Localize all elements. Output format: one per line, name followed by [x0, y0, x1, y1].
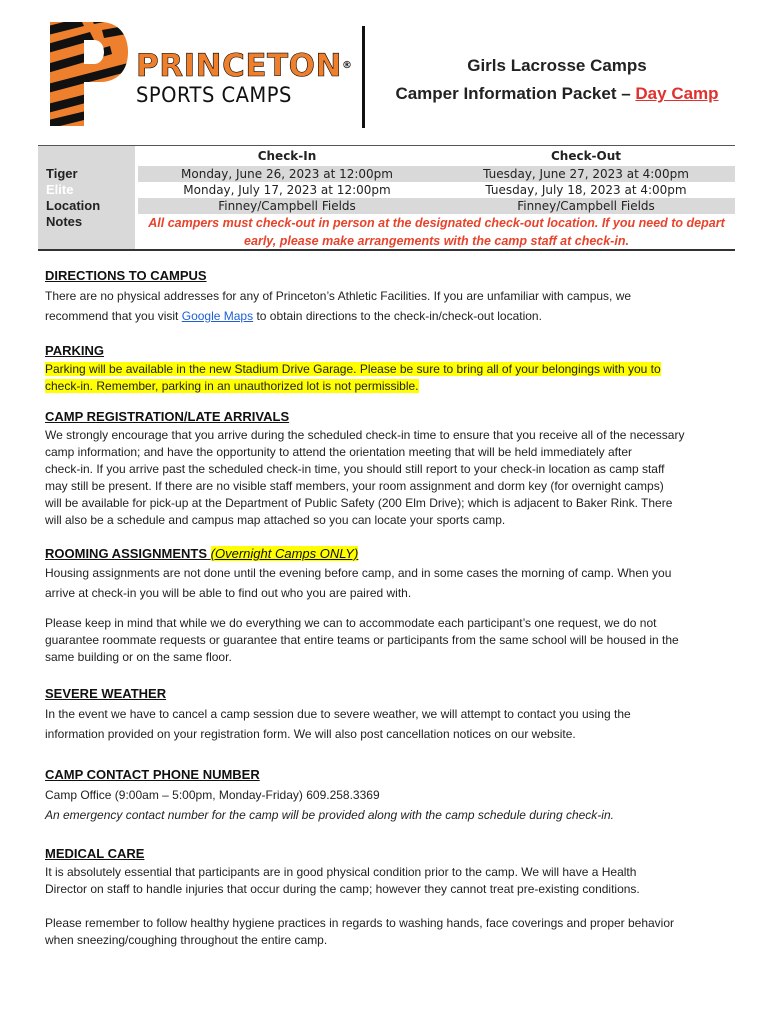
parking-text: Parking will be available in the new Stadium Drive Garage. Please be sure to bring all of your belongings with you to check-in. Remember, parking in an unauthorized lot is not permissible. [45, 362, 661, 393]
brand-subtitle: SPORTS CAMPS [136, 83, 292, 107]
section-weather [45, 686, 735, 744]
document-subtitle: Camper Information Packet – Day Camp [395, 84, 719, 103]
section-directions [45, 268, 735, 326]
document-header [0, 0, 770, 140]
document-title-block [372, 52, 742, 108]
tiger-checkin: Monday, June 26, 2023 at 12:00pm [181, 167, 393, 181]
medical-heading: MEDICAL CARE [45, 846, 145, 861]
weather-text: In the event we have to cancel a camp session due to severe weather, we will attempt to contact you using the information provided on your registration form. We will also post cancellation notices on our website. [45, 707, 631, 741]
brand-wordmark [136, 50, 352, 106]
label-tiger: Tiger [46, 166, 78, 181]
checkin-location: Finney/Campbell Fields [218, 199, 356, 213]
emergency-contact-note: An emergency contact number for the camp will be provided along with the camp schedule during check-in. [45, 808, 614, 822]
rooming-heading: ROOMING ASSIGNMENTS (Overnight Camps ONLY) [45, 546, 359, 561]
checkin-checkout-table [38, 145, 735, 251]
weather-heading: SEVERE WEATHER [45, 686, 167, 701]
princeton-tiger-p-logo-icon [50, 22, 128, 126]
directions-heading: DIRECTIONS TO CAMPUS [45, 268, 207, 283]
medical-text-1: It is absolutely essential that participants are in good physical condition prior to the camp. We will have a Health Director on staff to handle injuries that occur during the camp; however they cannot treat pre-existing conditions. [45, 865, 640, 896]
overnight-only-note: (Overnight Camps ONLY) [210, 546, 359, 561]
day-camp-label: Day Camp [635, 84, 719, 103]
document-title: Girls Lacrosse Camps [467, 56, 647, 75]
parking-heading: PARKING [45, 343, 104, 358]
label-notes: Notes [46, 214, 83, 229]
camp-office-phone: Camp Office (9:00am – 5:00pm, Monday-Friday) 609.258.3369 [45, 788, 380, 802]
section-parking [45, 343, 735, 395]
label-location: Location [46, 198, 101, 213]
table-row-location [138, 198, 735, 214]
contact-heading: CAMP CONTACT PHONE NUMBER [45, 767, 260, 782]
checkout-location: Finney/Campbell Fields [517, 199, 655, 213]
rooming-text-1: Housing assignments are not done until the evening before camp, and in some cases the morning of camp. When you arrive at check-in you will be able to find out who you are paired with. [45, 566, 672, 600]
brand-name: PRINCETON® [136, 48, 353, 84]
rooming-text-2: Please keep in mind that while we do everything we can to accommodate each participant’s one request, we do not guarantee roommate requests or guarantee that entire teams or participants from the same school will be housed in the same building or on the same floor. [45, 616, 679, 664]
checkout-notes: All campers must check-out in person at the designated check-out location. If you need to depart early, please make arrangements with the camp staff at check-in. [148, 216, 725, 248]
directions-text: There are no physical addresses for any of Princeton’s Athletic Facilities. If you are unfamiliar with campus, we recommend that you visit Google Maps to obtain directions to the check-in/check-out location. [45, 289, 632, 323]
registered-mark: ® [341, 60, 353, 71]
registration-text: We strongly encourage that you arrive during the scheduled check-in time to ensure that you receive all of the necessary camp information; and have the opportunity to attend the orientation meeting that will be held immediately after check-in. If you arrive past the scheduled check-in time, you should still report to your check-in location as camp staff may still be present. If there are no visible staff members, your room assignment and dorm key (for overnight camps) will be available for pick-up at the Department of Public Safety (200 Elm Drive); which is adjacent to Baker Rink. There will also be a schedule and campus map attached so you can locate your sports camp. [45, 428, 685, 527]
checkin-header: Check-In [257, 149, 317, 163]
google-maps-link[interactable]: Google Maps [181, 309, 254, 323]
table-header-row [138, 148, 735, 164]
tiger-checkout: Tuesday, June 27, 2023 at 4:00pm [483, 167, 689, 181]
section-medical [45, 846, 735, 949]
checkout-header: Check-Out [550, 149, 622, 163]
contact-text [45, 785, 735, 825]
elite-checkin: Monday, July 17, 2023 at 12:00pm [183, 183, 391, 197]
header-divider [362, 26, 365, 128]
label-elite: Elite [46, 182, 74, 197]
table-row-tiger [138, 166, 735, 182]
table-row-elite [138, 182, 735, 198]
table-row-labels [38, 146, 135, 249]
section-registration [45, 409, 735, 529]
elite-checkout: Tuesday, July 18, 2023 at 4:00pm [485, 183, 687, 197]
registration-heading: CAMP REGISTRATION/LATE ARRIVALS [45, 409, 290, 424]
table-body [138, 146, 735, 249]
section-contact [45, 767, 735, 825]
section-rooming [45, 546, 735, 666]
medical-text-2: Please remember to follow healthy hygiene practices in regards to washing hands, face coverings and proper behavior when sneezing/coughing throughout the entire camp. [45, 916, 675, 947]
